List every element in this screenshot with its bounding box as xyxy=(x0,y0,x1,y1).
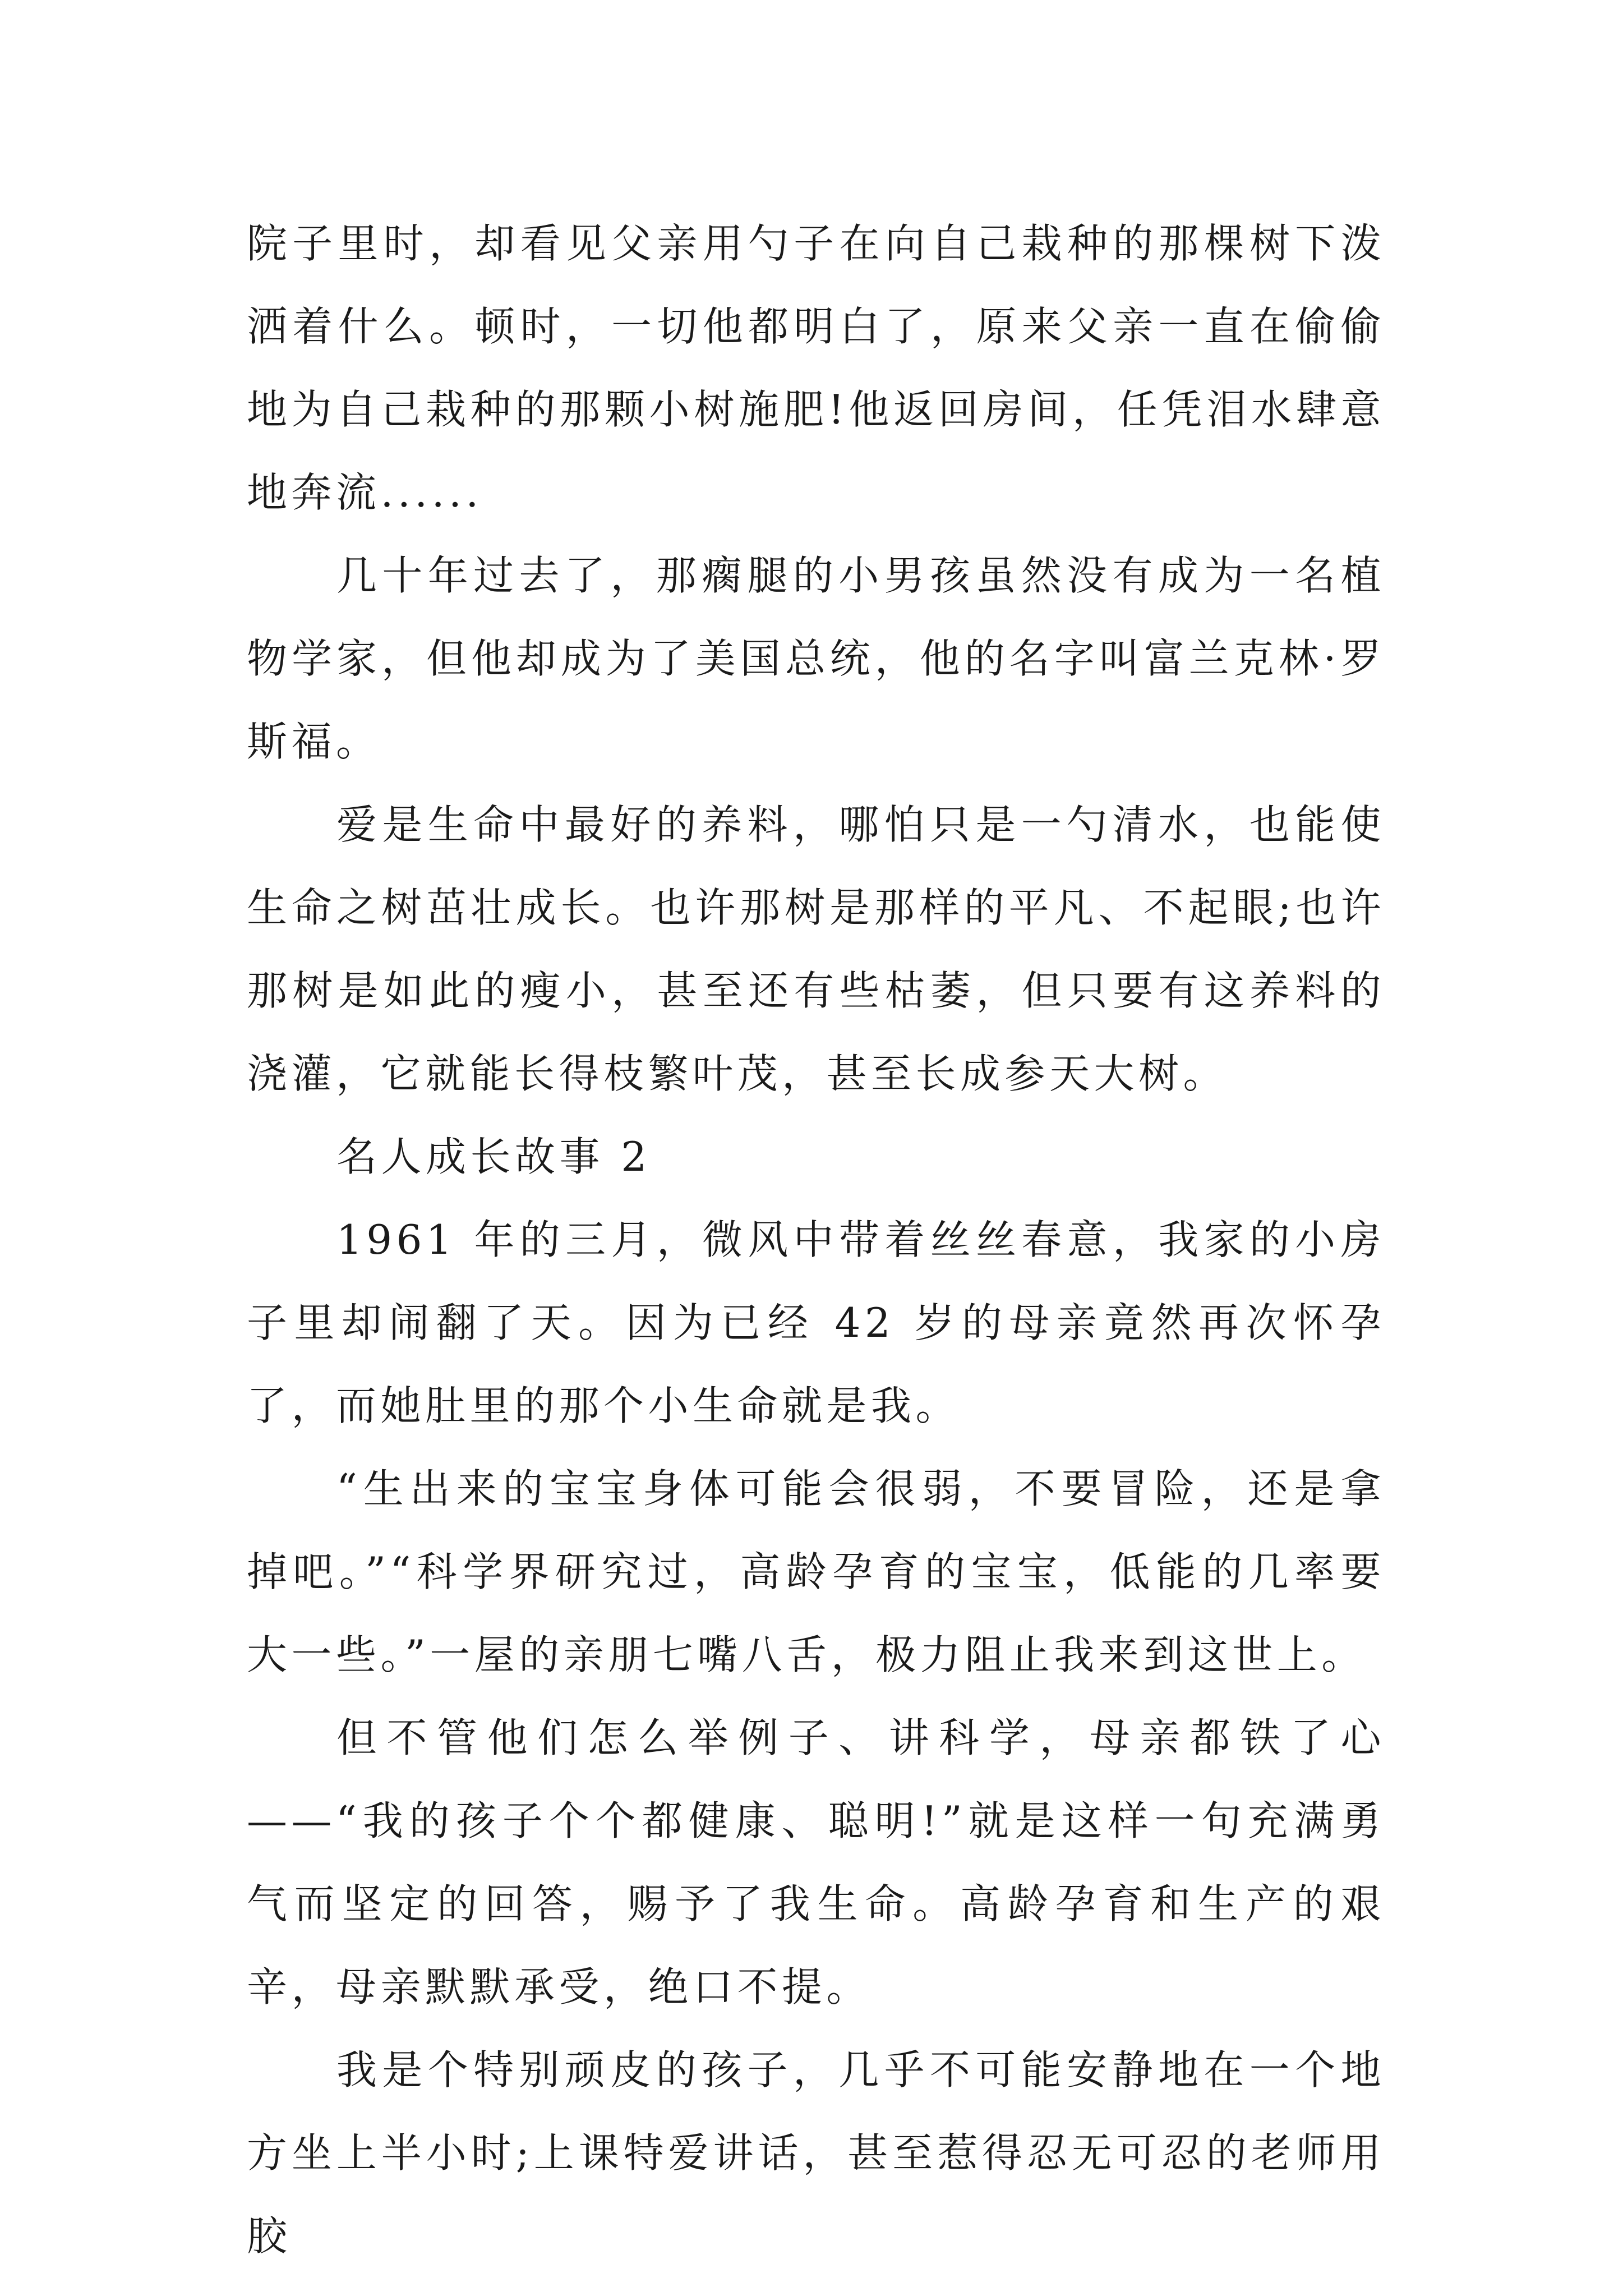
paragraph-1961: 1961 年的三月，微风中带着丝丝春意，我家的小房子里却闹翻了天。因为已经 42 岁的母亲竟然再次怀孕了，而她肚里的那个小生命就是我。 xyxy=(247,1216,1385,1429)
section-heading: 名人成长故事 2 xyxy=(336,1133,651,1180)
paragraph-mother-decision: 但不管他们怎么举例子、讲科学，母亲都铁了心——“我的孩子个个都健康、聪明!”就是这样一句充满勇气而坚定的回答，赐予了我生命。高龄孕育和生产的艰辛，母亲默默承受，绝口不提。 xyxy=(247,1714,1385,2010)
paragraph-relatives-quotes: “生出来的宝宝身体可能会很弱，不要冒险，还是拿掉吧。”“科学界研究过，高龄孕育的宝宝，低能的几率要大一些。”一屋的亲朋七嘴八舌，极力阻止我来到这世上。 xyxy=(247,1465,1385,1678)
document-body xyxy=(247,202,1385,2277)
paragraph-continuation: 院子里时，却看见父亲用勺子在向自己栽种的那棵树下泼洒着什么。顿时，一切他都明白了，原来父亲一直在偷偷地为自己栽种的那颗小树施肥!他返回房间，任凭泪水肆意地奔流...... xyxy=(247,220,1385,516)
paragraph-naughty-child: 我是个特别顽皮的孩子，几乎不可能安静地在一个地方坐上半小时;上课特爱讲话，甚至惹得忍无可忍的老师用胶 xyxy=(247,2046,1385,2260)
paragraph-roosevelt: 几十年过去了，那瘸腿的小男孩虽然没有成为一名植物学家，但他却成为了美国总统，他的名字叫富兰克林·罗斯福。 xyxy=(247,552,1385,765)
paragraph-love-nourishment: 爱是生命中最好的养料，哪怕只是一勺清水，也能使生命之树茁壮成长。也许那树是那样的平凡、不起眼;也许那树是如此的瘦小，甚至还有些枯萎，但只要有这养料的浇灌，它就能长得枝繁叶茂，甚至长成参天大树。 xyxy=(247,801,1385,1097)
